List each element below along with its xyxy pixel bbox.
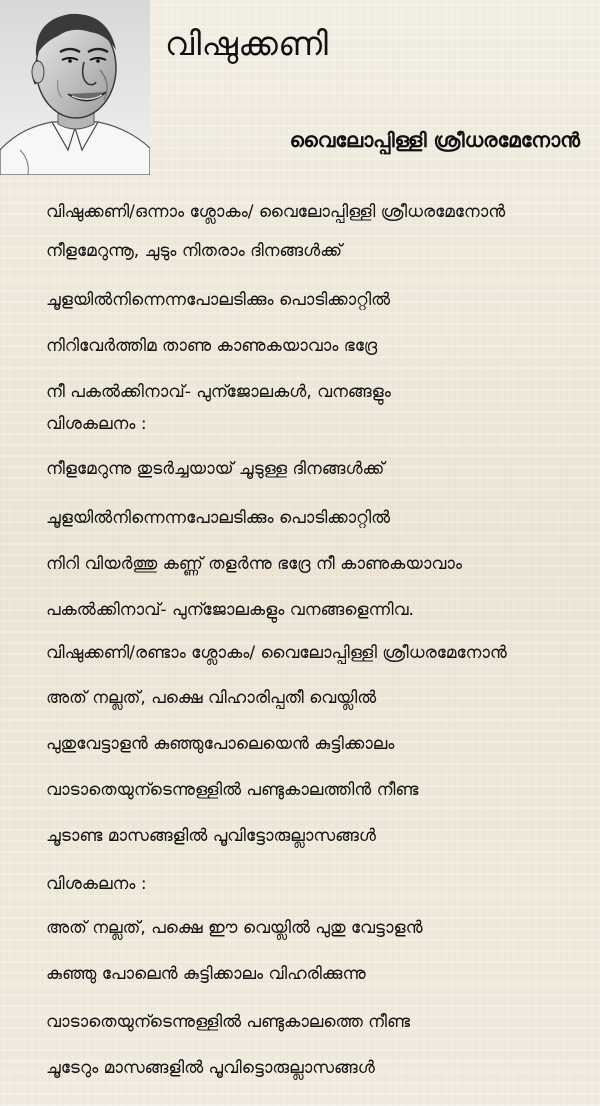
poem-line: ചൂളയിൽനിന്നെന്നപോലടിക്കും പൊടിക്കാറ്റിൽ — [46, 290, 391, 310]
poem-line: അത് നല്ലത്, പക്ഷെ വിഹാരിപ്പതീ വെയ്ലിൽ — [46, 688, 377, 708]
poem-line: കുഞ്ഞു പോലെൻ കുട്ടിക്കാലം വിഹരിക്കുന്നു — [46, 964, 366, 984]
poem-line: പകൽക്കിനാവ്- പുന്ജോലകളും വനങ്ങളെന്നിവ. — [46, 600, 414, 620]
poem-line: വിഷുക്കണി/ഒന്നാം ശ്ലോകം/ വൈലോപ്പിള്ളി ശ്രീധരമേനോൻ — [46, 202, 506, 222]
analysis-heading: വിശകലനം : — [46, 874, 147, 894]
poet-name: വൈലോപ്പിള്ളി ശ്രീധരമേനോൻ — [289, 128, 580, 152]
poem-line: നീളമേറുന്നൂ, ചുടും നിതരാം ദിനങ്ങൾക്ക് — [46, 241, 343, 261]
poem-line: അത് നല്ലത്, പക്ഷെ ഈ വെയ്ലിൽ പുതു വേട്ടാളൻ — [46, 918, 423, 938]
poem-title: വിഷുക്കണി — [165, 24, 329, 63]
poem-line: ചൂടാണ്ട മാസങ്ങളിൽ പൂവിട്ടോരുല്ലാസങ്ങൾ — [46, 826, 376, 846]
poem-line: നിറിവേർത്തിമ താണു കാണുകയാവാം ഭദ്രേ — [46, 336, 378, 356]
poem-line: നിറി വിയർത്തു കണ്ണ് തളർന്നു ഭദ്രേ നീ കാണുകയാവാം — [46, 554, 462, 574]
poem-line: ചൂടേറും മാസങ്ങളിൽ പൂവിട്ടൊരുല്ലാസങ്ങൾ — [46, 1058, 375, 1078]
poem-line: ചൂളയിൽനിന്നെന്നപോലടിക്കും പൊടിക്കാറ്റിൽ — [46, 508, 391, 528]
poem-line: നീ പകൽക്കിനാവ്- പുന്ജോലകൾ, വനങ്ങളും — [46, 382, 391, 402]
poem-line: നീളമേറുന്നു തുടർച്ചയായ് ചൂടുള്ള ദിനങ്ങൾക്ക് — [46, 459, 385, 479]
analysis-heading: വിശകലനം : — [46, 414, 147, 434]
poem-line: വാടാതെയുന്ടെന്നുള്ളിൽ പണ്ടുകാലത്തെ നീണ്ട — [46, 1012, 410, 1032]
poem-line: വാടാതെയുന്ടെന്നുള്ളിൽ പണ്ടുകാലത്തിൻ നീണ്ട — [46, 780, 419, 800]
poem-line: പുതുവേട്ടാളൻ കുഞ്ഞുപോലെയെൻ കുട്ടിക്കാലം — [46, 734, 395, 754]
poem-line: വിഷുക്കണി/രണ്ടാം ശ്ലോകം/ വൈലോപ്പിള്ളി ശ്രീധരമേനോൻ — [46, 643, 507, 663]
